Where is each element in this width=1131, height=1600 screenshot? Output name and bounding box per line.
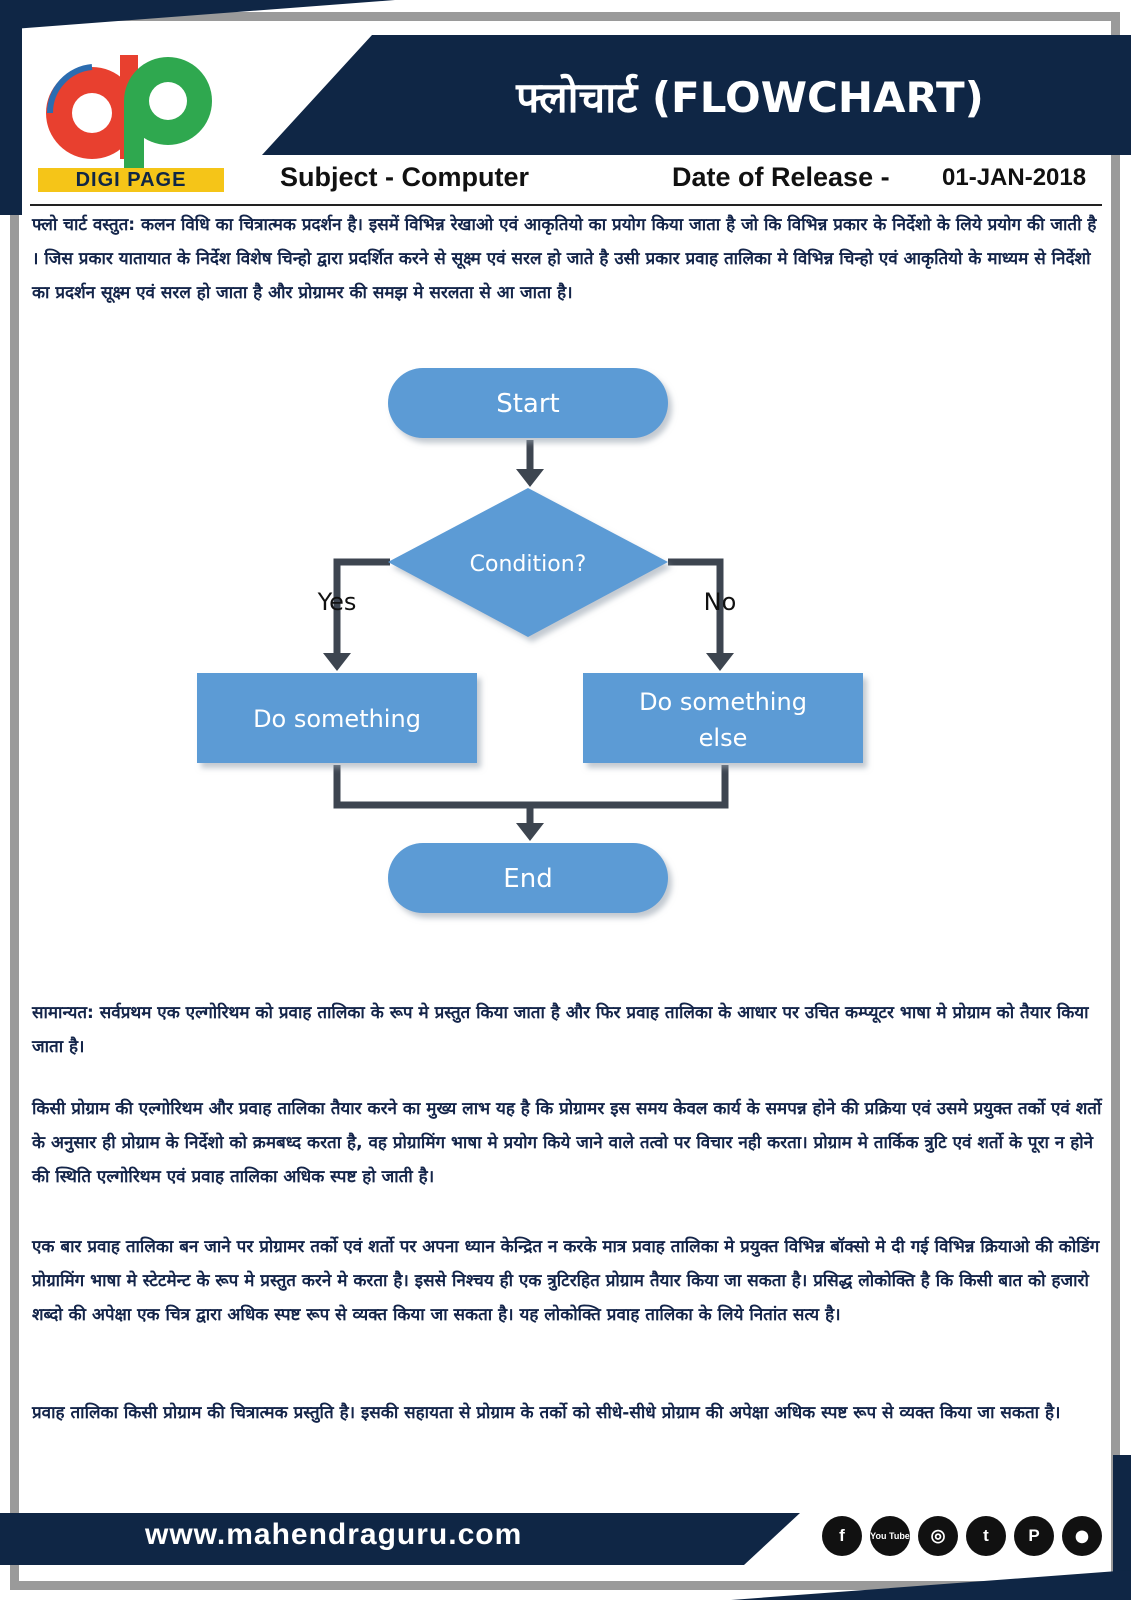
paragraph-3: एक बार प्रवाह तालिका बन जाने पर प्रोग्रामर तर्को एवं शर्तो पर अपना ध्यान केन्द्रित न करके मात्र प्रवाह तालिका मे प्रयुक्त विभिन्न बॉक्सो मे दी गई विभिन्न क्रियाओ की कोडिंग प्रोग्रामिंग भाषा मे स्टेटमेन्ट के रूप मे प्रस्तुत करने मे करता है। इससे निश्चय ही एक त्रुटिरहित प्रोग्राम तैयार किया जा सकता है। प्रसिद्ध लोकोक्ति है कि किसी बात को हजारो शब्दो की अपेक्षा एक चित्र द्वारा अधिक स्पष्ट रूप से व्यक्त किया जा सकता है। यह लोकोक्ति प्रवाह तालिका के लिये नितांत सत्य है। xyxy=(32,1237,1100,1325)
social-links xyxy=(822,1516,1102,1556)
header-divider xyxy=(30,204,1102,206)
paragraph-4: प्रवाह तालिका किसी प्रोग्राम की चित्रात्मक प्रस्तुति है। इसकी सहायता से प्रोग्राम के तर्को को सीधे-सीधे प्रोग्राम की अपेक्षा अधिक स्पष्ट रूप से व्यक्त किया जा सकता है। xyxy=(32,1403,1061,1423)
paragraph-1: सामान्यत: सर्वप्रथम एक एल्गोरिथम को प्रवाह तालिका के रूप मे प्रस्तुत किया जाता है और फिर प्रवाह तालिका के आधार पर उचित कम्प्यूटर भाषा मे प्रोग्राम को तैयार किया जाता है। xyxy=(32,1003,1089,1057)
arrow-to-end xyxy=(516,823,544,841)
svg-text:Condition?: Condition? xyxy=(469,552,587,577)
arrow-to-do-something xyxy=(323,653,351,671)
arrow-to-do-something-else xyxy=(706,653,734,671)
pinterest-icon[interactable]: P xyxy=(1014,1516,1054,1556)
flowchart-diagram xyxy=(190,365,890,945)
paragraph-2: किसी प्रोग्राम की एल्गोरिथम और प्रवाह तालिका तैयार करने का मुख्य लाभ यह है कि प्रोग्रामर इस समय केवल कार्य के समपन्न होने की प्रक्रिया एवं उसमे प्रयुक्त तर्को एवं शर्तो के अनुसार ही प्रोग्राम के निर्देशो को क्रमबध्द करता है, वह प्रोग्रामिंग भाषा मे प्रयोग किये जाने वाले तत्वो पर विचार नही करता। प्रोग्राम मे तार्किक त्रुटि एवं शर्तो के पूरा न होने की स्थिति एल्गोरिथम एवं प्रवाह तालिका अधिक स्पष्ट हो जाती है। xyxy=(32,1099,1102,1187)
subject-label: Subject - Computer xyxy=(280,162,530,192)
svg-text:else: else xyxy=(698,724,748,752)
logo-label: DIGI PAGE xyxy=(38,168,224,192)
do-something-else-node xyxy=(583,673,863,763)
no-label: No xyxy=(703,588,737,616)
arrow-start-to-condition xyxy=(516,469,544,487)
page-title: फ्लोचार्ट (FLOWCHART) xyxy=(516,73,984,122)
start-node xyxy=(388,368,668,438)
instagram-icon[interactable]: ◎ xyxy=(918,1516,958,1556)
corner-decoration-top-left xyxy=(0,0,395,30)
release-date-value: 01-JAN-2018 xyxy=(942,164,1087,191)
yes-label: Yes xyxy=(317,588,357,616)
svg-text:Start: Start xyxy=(496,389,560,419)
release-date-label: Date of Release - xyxy=(672,162,890,192)
svg-text:Do something: Do something xyxy=(253,705,421,733)
website-link[interactable]: www.mahendraguru.com xyxy=(145,1518,523,1551)
end-node xyxy=(388,843,668,913)
svg-text:Do something: Do something xyxy=(639,688,807,716)
intro-paragraph: फ्लो चार्ट वस्तुत: कलन विधि का चित्रात्मक प्रदर्शन है। इसमें विभिन्न रेखाओ एवं आकृतियो का प्रयोग किया जाता है जो कि विभिन्न प्रकार के निर्देशो के लिये प्रयोग की जाती है । जिस प्रकार यातायात के निर्देश विशेष चिन्हो द्वारा प्रदर्शित करने से सूक्ष्म एवं सरल हो जाते है उसी प्रकार प्रवाह तालिका मे विभिन्न चिन्हो एवं आकृतियो के माध्यम से निर्देशो का प्रदर्शन सूक्ष्म एवं सरल हो जाता है और प्रोग्रामर की समझ मे सरलता से आ जाता है। xyxy=(32,215,1097,303)
corner-decoration-left xyxy=(0,0,22,215)
do-something-node xyxy=(197,673,477,763)
condition-node xyxy=(388,488,668,637)
svg-text:End: End xyxy=(503,864,553,894)
facebook-icon[interactable]: f xyxy=(822,1516,862,1556)
android-icon[interactable]: ⬤ xyxy=(1062,1516,1102,1556)
youtube-icon[interactable]: You Tube xyxy=(870,1516,910,1556)
twitter-icon[interactable]: t xyxy=(966,1516,1006,1556)
corner-decoration-bottom-right xyxy=(731,1570,1131,1600)
